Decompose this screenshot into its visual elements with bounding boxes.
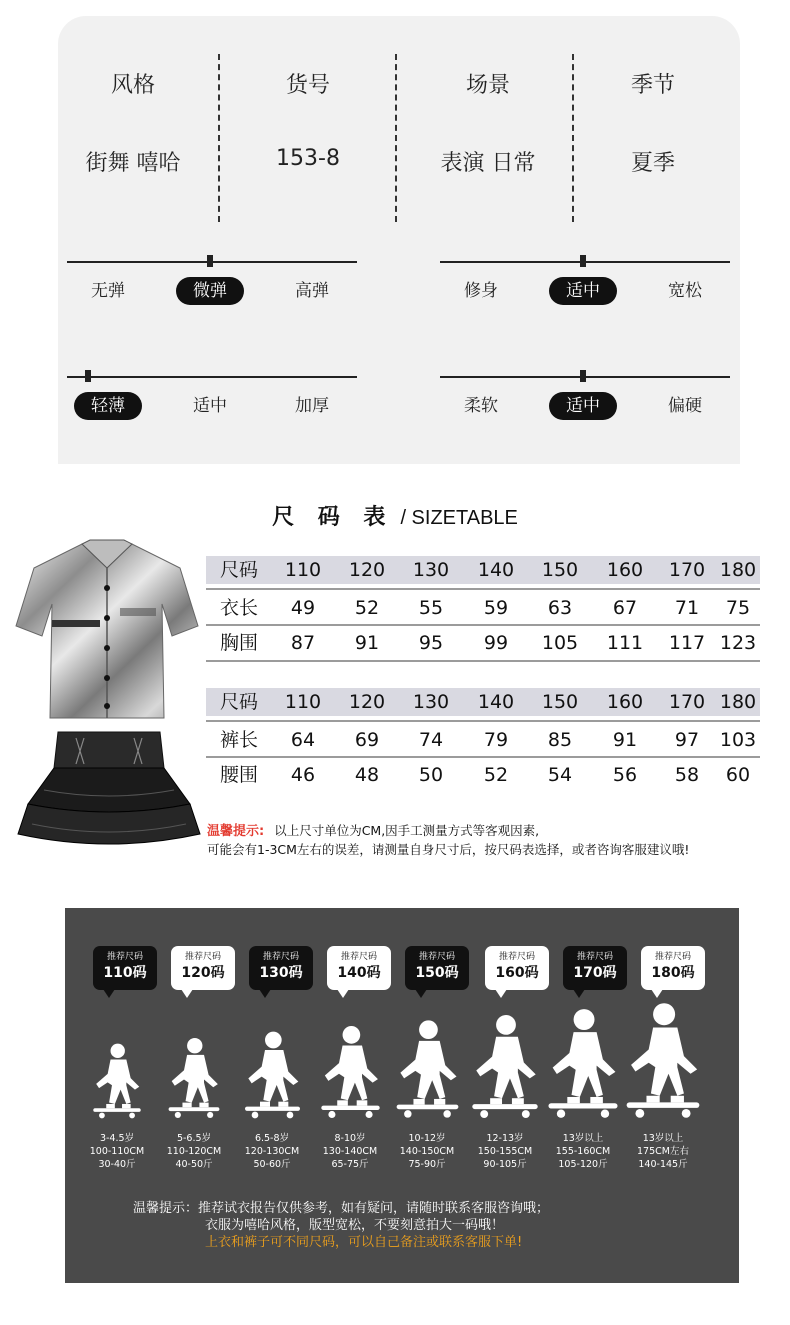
kid-size-info (543, 1132, 623, 1171)
attribute-card (58, 16, 740, 464)
silver-shirt-image (12, 538, 202, 724)
bubble-size: 130码 (259, 965, 303, 981)
info-line: 130-140CM (322, 1146, 378, 1157)
table-cell: 150 (541, 559, 579, 581)
table-cell: 111 (606, 632, 644, 654)
bubble-size: 150码 (415, 965, 459, 981)
bubble-size: 180码 (651, 965, 695, 981)
scale-label: 微弹 (176, 277, 244, 305)
table-cell: 130 (412, 691, 450, 713)
table-cell: 67 (612, 597, 638, 619)
bubble-tag: 推荐尺码 (654, 952, 691, 962)
bubble-size: 170码 (573, 965, 617, 981)
tip-line: 衣服为嘻哈风格，版型宽松，不要刻意拍大一码哦！ (205, 1218, 505, 1233)
table-cell: 79 (483, 729, 509, 751)
table-cell: 120 (348, 691, 386, 713)
black-skirt-image (14, 730, 204, 848)
bubble-size: 110码 (103, 965, 147, 981)
table-cell: 120 (348, 559, 386, 581)
table-cell: 117 (668, 632, 706, 654)
kid-silhouette-icon (620, 1001, 706, 1120)
attr-value: 街舞 嘻哈 (85, 151, 181, 176)
bubble-tag: 推荐尺码 (340, 952, 377, 962)
table-cell: 170 (668, 559, 706, 581)
recommend-tip (133, 1200, 549, 1251)
table-cell: 160 (606, 691, 644, 713)
kid-silhouette-icon (466, 1013, 544, 1120)
recommend-bubble (405, 946, 469, 990)
table-divider (206, 588, 760, 590)
table-cell: 64 (290, 729, 316, 751)
kid-silhouette-icon (164, 1036, 224, 1120)
info-line: 100-110CM (89, 1146, 145, 1157)
scale-marker (580, 255, 586, 267)
scale-marker (85, 370, 91, 382)
scale-marker (580, 370, 586, 382)
table-cell: 56 (612, 764, 638, 786)
row-label: 裤长 (219, 729, 258, 751)
bubble-size: 140码 (337, 965, 381, 981)
table-cell: 170 (668, 691, 706, 713)
bubble-tag: 推荐尺码 (262, 952, 299, 962)
info-line: 30-40斤 (98, 1159, 136, 1170)
attr-value: 夏季 (630, 151, 675, 176)
table-divider (206, 756, 760, 758)
table-cell: 110 (284, 559, 322, 581)
row-label: 衣长 (219, 597, 258, 619)
size-note-line2: 可能会有1-3CM左右的误差，请测量自身尺寸后，按尺码表选择，或者咨询客服建议哦! (207, 842, 690, 857)
info-line: 13岁以上 (642, 1133, 684, 1144)
table-cell: 150 (541, 691, 579, 713)
kid-size-info (310, 1132, 390, 1171)
tip-line: 温馨提示：推荐试衣报告仅供参考，如有疑问，请随时联系客服咨询哦； (133, 1201, 550, 1216)
table-cell: 50 (418, 764, 444, 786)
table-divider (206, 720, 760, 722)
info-line: 8-10岁 (334, 1133, 366, 1144)
table-cell: 75 (725, 597, 751, 619)
info-line: 155-160CM (555, 1146, 611, 1157)
thickness-scale (67, 376, 357, 416)
info-line: 120-130CM (244, 1146, 300, 1157)
kid-size-info (623, 1132, 703, 1171)
kid-silhouette-icon (89, 1042, 145, 1120)
recommend-bubble (641, 946, 705, 990)
attr-header: 风格 (110, 73, 155, 98)
softness-scale (440, 376, 730, 416)
attr-header: 季节 (630, 73, 675, 98)
bubble-tail (573, 989, 585, 998)
recommend-bubble (249, 946, 313, 990)
scale-label: 柔软 (464, 396, 498, 416)
table-cell: 55 (418, 597, 444, 619)
recommend-bubble (93, 946, 157, 990)
bubble-tag: 推荐尺码 (418, 952, 455, 962)
info-line: 40-50斤 (175, 1159, 213, 1170)
size-row (206, 594, 760, 622)
fit-scale (440, 261, 730, 301)
table-cell: 105 (541, 632, 579, 654)
bubble-tag: 推荐尺码 (498, 952, 535, 962)
kid-size-info (387, 1132, 467, 1171)
size-note-line1 (207, 820, 539, 839)
table-cell: 46 (290, 764, 316, 786)
table-cell: 85 (547, 729, 573, 751)
scale-label: 高弹 (295, 281, 329, 301)
info-line: 175CM左右 (637, 1146, 689, 1157)
bubble-tail (415, 989, 427, 998)
table-cell: 99 (483, 632, 509, 654)
kid-size-info (232, 1132, 312, 1171)
note-text: 以上尺寸单位为CM,因手工测量方式等客观因素, (274, 823, 540, 838)
table-cell: 49 (290, 597, 316, 619)
table-cell: 110 (284, 691, 322, 713)
table-cell: 54 (547, 764, 573, 786)
bubble-tail (337, 989, 349, 998)
attr-value: 表演 日常 (440, 151, 536, 176)
table-cell: 140 (477, 691, 515, 713)
kid-silhouette-icon (240, 1030, 305, 1120)
kid-silhouette-icon (542, 1007, 624, 1120)
table-cell: 87 (290, 632, 316, 654)
info-line: 10-12岁 (408, 1133, 446, 1144)
table-cell: 103 (719, 729, 757, 751)
size-title-en: / SIZETABLE (400, 507, 518, 529)
bubble-tag: 推荐尺码 (576, 952, 613, 962)
table-cell: 58 (674, 764, 700, 786)
scale-label: 无弹 (91, 281, 125, 301)
info-line: 90-105斤 (483, 1159, 527, 1170)
kid-size-info (154, 1132, 234, 1171)
scale-label: 宽松 (668, 281, 702, 301)
table-cell: 52 (483, 764, 509, 786)
size-table-title (0, 500, 790, 531)
info-line: 140-150CM (399, 1146, 455, 1157)
row-label: 腰围 (219, 764, 258, 786)
recommend-size-panel (65, 908, 739, 1283)
size-row (206, 726, 760, 754)
table-cell: 95 (418, 632, 444, 654)
bubble-tail (495, 989, 507, 998)
bubble-tail (181, 989, 193, 998)
recommend-bubble (171, 946, 235, 990)
row-label: 胸围 (219, 632, 258, 654)
size-row (206, 761, 760, 789)
attr-header: 场景 (465, 73, 510, 98)
scale-line (67, 376, 357, 378)
bubble-size: 120码 (181, 965, 225, 981)
table-cell: 48 (354, 764, 380, 786)
table-cell: 74 (418, 729, 444, 751)
attr-value: 153-8 (276, 146, 340, 171)
kid-size-info (465, 1132, 545, 1171)
table-cell: 180 (719, 559, 757, 581)
recommend-bubble (327, 946, 391, 990)
scale-label: 修身 (464, 281, 498, 301)
table-cell: 140 (477, 559, 515, 581)
info-line: 150-155CM (477, 1146, 533, 1157)
scale-marker (207, 255, 213, 267)
bubble-size: 160码 (495, 965, 539, 981)
table-cell: 59 (483, 597, 509, 619)
column-divider (395, 54, 397, 222)
scale-label: 适中 (549, 392, 617, 420)
scale-label: 轻薄 (74, 392, 142, 420)
tip-line: 上衣和裤子可不同尺码，可以自己备注或联系客服下单! (205, 1235, 523, 1250)
info-line: 6.5-8岁 (254, 1133, 290, 1144)
table-cell: 160 (606, 559, 644, 581)
column-divider (218, 54, 220, 222)
scale-label: 适中 (193, 396, 227, 416)
bubble-tail (259, 989, 271, 998)
table-divider (206, 624, 760, 626)
kid-silhouette-icon (391, 1018, 464, 1120)
kid-silhouette-icon (316, 1024, 385, 1120)
column-divider (572, 54, 574, 222)
recommend-bubble (485, 946, 549, 990)
bubble-tag: 推荐尺码 (106, 952, 143, 962)
scale-label: 偏硬 (668, 396, 702, 416)
recommend-bubble (563, 946, 627, 990)
scale-label: 适中 (549, 277, 617, 305)
info-line: 65-75斤 (331, 1159, 369, 1170)
table-divider (206, 660, 760, 662)
elasticity-scale (67, 261, 357, 301)
table-cell: 71 (674, 597, 700, 619)
info-line: 50-60斤 (253, 1159, 291, 1170)
note-prefix: 温馨提示: (207, 824, 265, 839)
info-line: 140-145斤 (638, 1159, 688, 1170)
attr-header: 货号 (285, 73, 330, 98)
table-cell: 123 (719, 632, 757, 654)
table-cell: 52 (354, 597, 380, 619)
size-title-cn: 尺 码 表 (272, 505, 394, 530)
table-cell: 91 (612, 729, 638, 751)
info-line: 110-120CM (166, 1146, 222, 1157)
bubble-tail (103, 989, 115, 998)
info-line: 12-13岁 (486, 1133, 524, 1144)
kid-size-info (77, 1132, 157, 1171)
size-row (206, 629, 760, 657)
info-line: 5-6.5岁 (176, 1133, 212, 1144)
table-cell: 180 (719, 691, 757, 713)
table-cell: 63 (547, 597, 573, 619)
row-label: 尺码 (219, 691, 258, 713)
table-cell: 60 (725, 764, 751, 786)
table-cell: 91 (354, 632, 380, 654)
info-line: 105-120斤 (558, 1159, 608, 1170)
table-cell: 97 (674, 729, 700, 751)
row-label: 尺码 (219, 559, 258, 581)
scale-label: 加厚 (295, 396, 329, 416)
bubble-tag: 推荐尺码 (184, 952, 221, 962)
table-cell: 69 (354, 729, 380, 751)
info-line: 3-4.5岁 (99, 1133, 135, 1144)
info-line: 75-90斤 (408, 1159, 446, 1170)
bubble-tail (651, 989, 663, 998)
size-header-row (206, 688, 760, 716)
table-cell: 130 (412, 559, 450, 581)
size-header-row (206, 556, 760, 584)
info-line: 13岁以上 (562, 1133, 604, 1144)
